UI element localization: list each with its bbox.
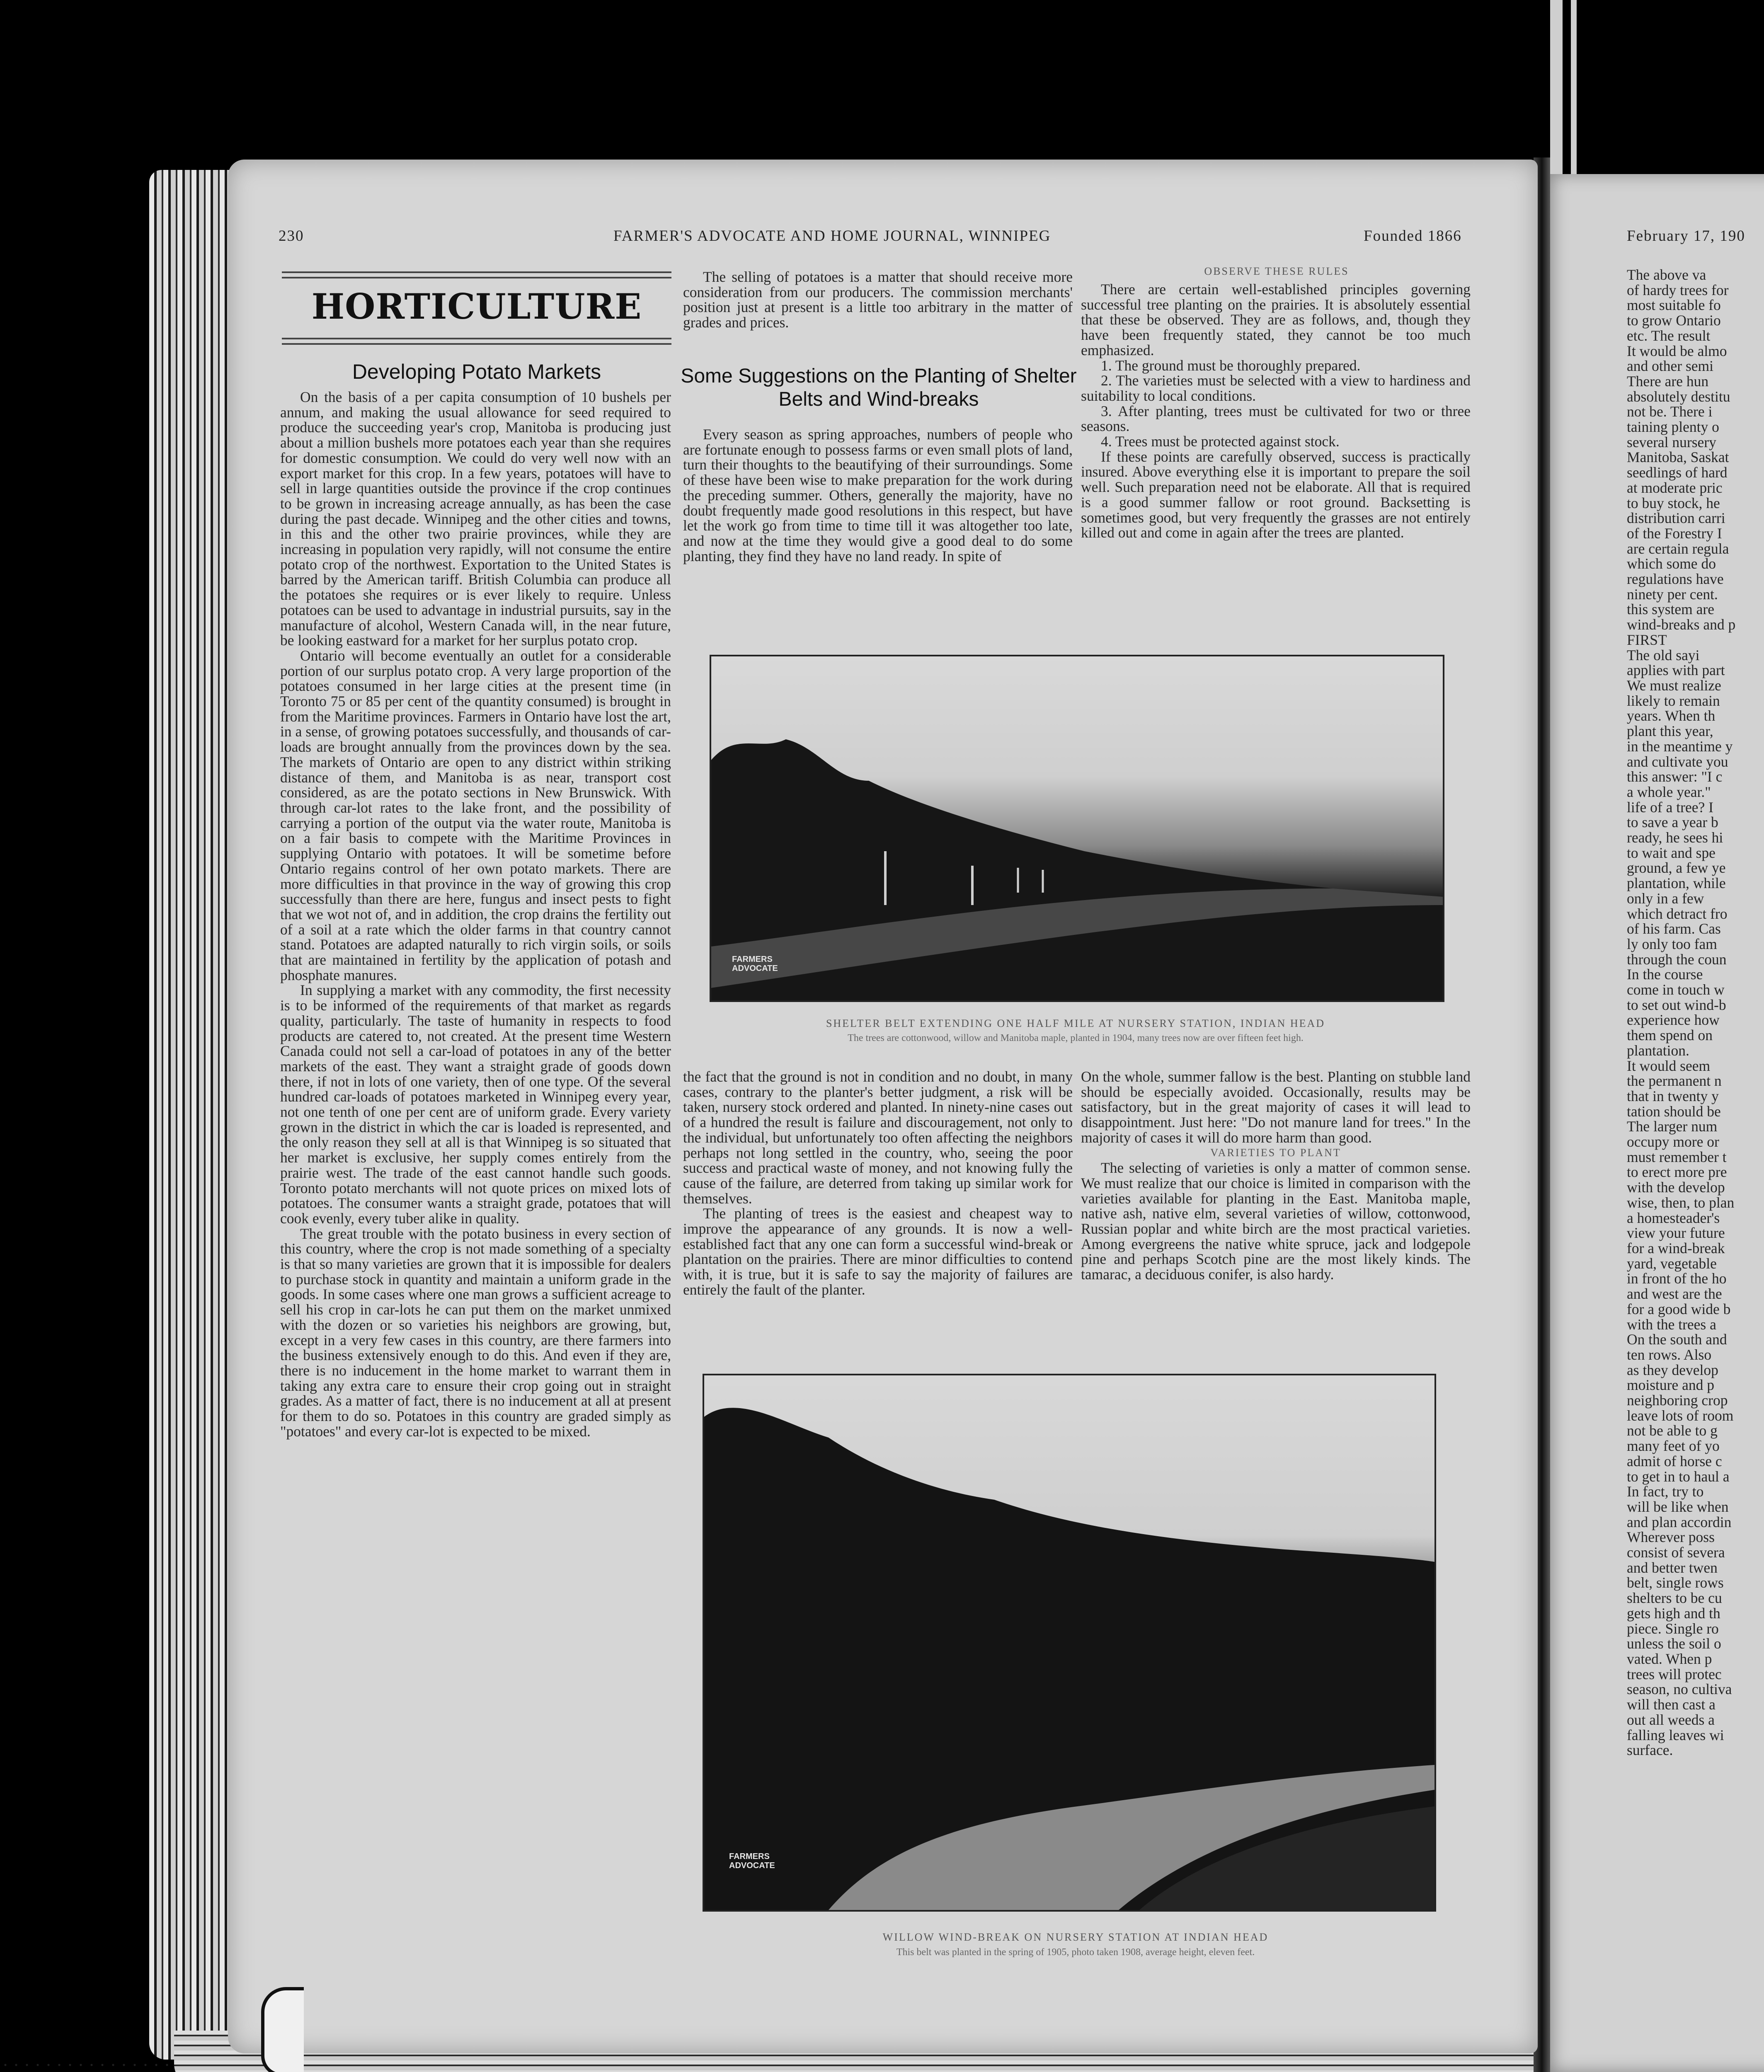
photo-caption-title: WILLOW WIND-BREAK ON NURSERY STATION AT INDIAN HEAD [882,1931,1269,1943]
rule-item: 4. Trees must be protected against stock. [1101,433,1340,450]
windbreak-image [704,1375,1434,1910]
facing-page-line: taining plenty o [1627,419,1719,436]
facing-page-line: etc. The result [1627,327,1711,344]
facing-page-line: gets high and th [1627,1605,1720,1622]
facing-page-line: unless the soil o [1627,1635,1721,1652]
heading-rule [282,338,671,339]
facing-page-line: The old sayi [1627,646,1700,663]
facing-page-line: for a good wide b [1627,1300,1731,1317]
facing-page-line: likely to remain [1627,692,1720,709]
facing-page-line: a whole year." [1627,783,1711,800]
photo-watermark: FARMERS ADVOCATE [729,1852,775,1870]
facing-page-line: which some do [1627,555,1716,572]
facing-page-line: to set out wind-b [1627,996,1726,1013]
facing-page-line: regulations have [1627,571,1724,588]
facing-page-line: The larger num [1627,1118,1718,1135]
facing-page-line: plantation, while [1627,875,1726,892]
facing-page-line: There are hun [1627,373,1709,390]
paragraph: If these points are carefully observed, success is practically insured. Above everything else it is important to prepare the soil well. Such preparation need not be elaborate. All that is required is a good summer fallow or root ground. Backsetting is sometimes good, but very frequently the grasses are not entirely killed out and come in again after the trees are planted. [1081,448,1471,541]
paragraph: On the whole, summer fallow is the best. Planting on stubble land should be especially avoided. Occasionally, results may be satisfactory, but in the great majority of cases it will lead to disappointment. Just here: "Do not manure land for trees." In the majority of cases it will do more harm than good. [1081,1069,1471,1146]
facing-page-text [1627,267,1764,1970]
facing-page-line: neighboring crop [1627,1392,1728,1409]
facing-page-line: In the course [1627,966,1703,983]
rule-item: 2. The varieties must be selected with a view to hardiness and suitability to local conditions. [1081,372,1471,404]
page-number: 230 [279,228,304,244]
facing-page-line: at moderate pric [1627,479,1723,496]
facing-page-line: and cultivate you [1627,753,1728,770]
heading-rule [282,277,671,278]
facing-page-line: in the meantime y [1627,738,1733,755]
facing-page-line: season, no cultiva [1627,1681,1732,1698]
facing-page-line: will then cast a [1627,1696,1716,1713]
page-edge-stack [149,170,232,2060]
article-column [280,390,671,1910]
article-title: Some Suggestions on the Planting of Shelter Belts and Wind-breaks [681,365,1077,410]
facing-page-line: only in a few [1627,890,1704,907]
facing-page-line: consist of severa [1627,1544,1725,1561]
facing-page-line: distribution carri [1627,510,1725,527]
photo-watermark: FARMERS ADVOCATE [732,955,778,973]
facing-page-line: trees will protec [1627,1665,1722,1682]
facing-page-line: tation should be [1627,1103,1721,1120]
photo-caption: The trees are cottonwood, willow and Manitoba maple, planted in 1904, many trees now are over fifteen feet high. [848,1033,1304,1043]
facing-page-line: ninety per cent. [1627,586,1718,603]
section-title: HORTICULTURE [311,286,642,327]
facing-page-line: must remember t [1627,1148,1727,1165]
facing-page-line: with the develop [1627,1179,1725,1196]
facing-page-line: piece. Single ro [1627,1620,1719,1637]
paragraph: The planting of trees is the easiest and cheapest way to improve the appearance of any grounds. It is now a well-established fact that any one can form a successful wind-break or plantation on the prairies. There are minor difficulties to contend with, it is true, but it is safe to say the majority of failures are entirely the fault of the planter. [683,1205,1073,1298]
facing-page-line: surface. [1627,1742,1673,1759]
paragraph: The great trouble with the potato business in every section of this country, where the crop is not made something of a specialty is that so many varieties are grown that it is impossible for dealers to purchase stock in quantity and maintain a uniform grade in the goods. In some cases where one man grows a sufficient acreage to sell his crop in car-lots he can put them on the market unmixed with the dozen or so varieties his neighbors are growing, but, except in a very few cases in this country, are there farmers into the business extensively enough to do this. And even if they are, there is no inducement in the home market to warrant them in taking any extra care to ensure their crop going out in straight grades. As a matter of fact, there is no inducement at all at present for them to do so. Potatoes in this country are graded simply as "potatoes" and every car-lot is expected to be mixed. [280,1225,671,1440]
facing-page-line: that in twenty y [1627,1087,1719,1104]
facing-page-line: It would be almo [1627,342,1727,359]
facing-page-line: with the trees a [1627,1316,1716,1333]
subheading: VARIETIES TO PLANT [1210,1146,1341,1159]
facing-page-line: and better twen [1627,1559,1718,1576]
article-column [683,269,1073,330]
facing-page-line: ten rows. Also [1627,1346,1712,1363]
facing-page-line: many feet of yo [1627,1438,1720,1455]
shelter-belt-image [711,656,1443,1000]
facing-page-line: to erect more pre [1627,1164,1727,1181]
paragraph: The selecting of varieties is only a matter of common sense. We must realize that our choice is limited in comparison with the varieties available for planting in the East. Manitoba maple, native ash, native elm, several varieties of willow, cottonwood, Russian poplar and white birch are the most practical varieties. Among evergreens the native white spruce, jack and lodgepole pine and perhaps Scotch pine are the most likely kinds. The tamarac, a deciduous conifer, is also hardy. [1081,1159,1471,1283]
facing-page-line: absolutely destitu [1627,388,1730,405]
facing-page-line: In fact, try to [1627,1483,1704,1500]
facing-page-line: seedlings of hard [1627,464,1728,481]
paragraph: The selling of potatoes is a matter that should receive more consideration from our producers. The commission merchants' position just at present is a little too arbitrary in the matter of grades and prices. [683,269,1073,331]
article-column [1081,282,1471,622]
facing-page-line: to get in to haul a [1627,1468,1730,1485]
facing-page-line: ready, he sees hi [1627,829,1723,846]
facing-page-line: most suitable fo [1627,297,1721,314]
facing-page-line: plantation. [1627,1042,1689,1059]
article-column [1081,1069,1471,1368]
facing-page-line: FIRST [1627,631,1667,648]
facing-page-line: in front of the ho [1627,1270,1727,1287]
facing-page-line: to save a year b [1627,814,1718,831]
facing-page-line: to wait and spe [1627,844,1716,861]
facing-page-line: applies with part [1627,662,1725,679]
facing-page-line: yard, vegetable [1627,1255,1717,1272]
facing-page-line: The above va [1627,267,1706,283]
facing-page-line: shelters to be cu [1627,1590,1722,1607]
founded-note: Founded 1866 [1364,228,1462,244]
facing-page-line: ground, a few ye [1627,859,1726,876]
facing-page-line: moisture and p [1627,1377,1714,1394]
facing-page-line: view your future [1627,1225,1725,1242]
facing-page-line: We must realize [1627,677,1721,694]
running-header: FARMER'S ADVOCATE AND HOME JOURNAL, WINNIPEG [613,228,1051,244]
paragraph: Ontario will become eventually an outlet for a considerable portion of our surplus potato crop. A very large proportion of the potatoes consumed in her large cities at the present time (in Toronto 75 or 85 per cent of the quantity consumed) is brought in from the Maritime provinces. Farmers in Ontario have lost the art, in a sense, of growing potatoes successfully, and thousands of car-loads are brought annually from the provinces down by the sea. The markets of Ontario are open to any district within striking distance of them, and Manitoba is as near, transport cost considered, as are the potato sections in New Brunswick. With through car-lot rates to the lake front, and the possibility of carrying a portion of the output via the water route, Manitoba is on a fair basis to compete with the Maritime Provinces in supplying Ontario with potatoes. It will be sometime before Ontario regains control of her own potato markets. There are more difficulties in that province in the way of growing this crop successfully than there are here, fungus and insect pests to fight that we wot not of, and in addition, the crop drains the fertility out of a soil at a rate which the older farms in that country cannot stand. Potatoes are adapted naturally to rich virgin soils, or soils that are maintained in fertility by the application of potash and phosphate manures. [280,647,671,983]
facing-page-line: through the coun [1627,951,1727,968]
facing-page-line: a homesteader's [1627,1209,1720,1226]
article-column [683,1069,1073,1368]
subheading: OBSERVE THESE RULES [1204,265,1349,277]
paragraph: the fact that the ground is not in condition and no doubt, in many cases, contrary to the planter's better judgment, a risk will be taken, nursery stock ordered and planted. In ninety-nine cases out of a hundred the result is failure and discouragement, not only to the individual, but unfortunately too often affecting the neighbors perhaps not long settled in the country, who, seeing the poor success and practical waste of money, and not knowing fully the cause of the failure, are deterred from taking up similar work for themselves. [683,1069,1073,1207]
article-column [683,427,1073,671]
facing-page-line: this system are [1627,601,1714,618]
paragraph: On the basis of a per capita consumption of 10 bushels per annum, and making the usual allowance for seed required to produce the succeeding year's crop, Manitoba is producing just about a million bushels more potatoes each year than she requires for domestic consumption. We could do very well now with an export market for this crop. In a few years, potatoes will have to sell in large quantities outside the province if the crop continues to be grown in increasing acreage annually, as has been the case during the past decade. Winnipeg and the other cities and towns, in this and the other two prairie provinces, while they are increasing in population very rapidly, will not consume the entire potato crop of the northwest. Exportation to the United States is barred by the American tariff. British Columbia can produce all the potatoes she requires or is ever likely to require. Unless potatoes can be used to advantage in industrial pursuits, say in the manufacture of alcohol, Western Canada will, in the near future, be looking eastward for a market for her surplus potato crop. [280,390,671,649]
facing-page-line: years. When th [1627,707,1716,724]
shelter-belt-photo [710,655,1444,1002]
facing-page-line: not be able to g [1627,1422,1718,1439]
facing-page-line: belt, single rows [1627,1574,1724,1591]
facing-page-line: falling leaves wi [1627,1726,1724,1743]
top-film-strip [1550,0,1563,174]
facing-page-line: occupy more or [1627,1133,1719,1150]
facing-page-line: this answer: "I c [1627,768,1723,785]
facing-page-line: and plan accordin [1627,1513,1732,1530]
heading-rule [282,271,671,273]
facing-page-line: of hardy trees for [1627,281,1729,298]
facing-page-line: admit of horse c [1627,1452,1722,1469]
facing-page-line: which detract fro [1627,905,1728,922]
facing-page-line: experience how [1627,1012,1720,1029]
willow-windbreak-photo [703,1374,1436,1912]
facing-page-line: vated. When p [1627,1650,1712,1667]
heading-rule [282,343,671,345]
facing-page-line: On the south and [1627,1331,1727,1348]
paragraph: In supplying a market with any commodity, the first necessity is to be informed of the requirements of that market as regards quality, particularly. The taste of humanity in respects to food products are catered to, not created. At the present time Western Canada could not sell a car-load of potatoes in any of the better markets of the east. They want a straight grade of goods down there, if not in lots of one variety, then of one type. Of the several hundred car-loads of potatoes marketed in Winnipeg every year, not one tenth of one per cent are of uniform grade. Every variety grown in the district in which the car is loaded is represented, and the only reason they sell at all is that Winnipeg is so situated that her market is exclusive, her supply comes entirely from the prairie west. The trade of the east cannot handle such goods. Toronto potato merchants will not quote prices on mixed lots of potatoes. The consumer wants a straight grade, potatoes that will cook evenly, every tuber alike in quality. [280,982,671,1227]
facing-page-line: and other semi [1627,358,1713,375]
facing-page-line: out all weeds a [1627,1711,1715,1728]
facing-page-line: come in touch w [1627,981,1725,998]
next-page-date: February 17, 190 [1627,228,1745,244]
rule-item: 1. The ground must be thoroughly prepared. [1101,357,1361,374]
facing-page-line: leave lots of room [1627,1407,1734,1424]
facing-page-line: of his farm. Cas [1627,920,1721,937]
facing-page-line: wise, then, to plan [1627,1194,1735,1211]
facing-page-line: wind-breaks and p [1627,616,1736,633]
facing-page-line: as they develop [1627,1361,1718,1378]
facing-page-line: It would seem [1627,1057,1711,1074]
facing-page-line: to buy stock, he [1627,494,1720,511]
facing-page-line: Wherever poss [1627,1529,1715,1546]
facing-page-line: will be like when [1627,1498,1729,1515]
facing-page-line: life of a tree? I [1627,799,1713,816]
paragraph: Every season as spring approaches, numbers of people who are fortunate enough to possess farms or even small plots of land, turn their thoughts to the beautifying of their surroundings. Some of these have been wise to make preparation for the work during the preceding summer. Others, generally the majority, have no doubt frequently made good resolutions in this respect, but have let the work go from time to time till it was altogether too late, and now at the time they would give a good deal to do some planting, they find they have no land ready. In spite of [683,427,1073,564]
paragraph: There are certain well-established principles governing successful tree planting on the prairies. It is absolutely essential that these be observed. They are as follows, and, though they have been frequently stated, they cannot be too much emphasized. [1081,282,1471,358]
facing-page-line: for a wind-break [1627,1240,1725,1256]
rule-item: 3. After planting, trees must be cultivated for two or three seasons. [1081,402,1471,435]
top-film-strip [1571,0,1577,174]
facing-page-line: Manitoba, Saskat [1627,449,1729,466]
facing-page-line: are certain regula [1627,540,1729,557]
facing-page-line: to grow Ontario [1627,312,1721,329]
facing-page-line: of the Forestry I [1627,525,1722,542]
photo-caption: This belt was planted in the spring of 1905, photo taken 1908, average height, eleven feet. [896,1947,1255,1958]
facing-page-line: and west are the [1627,1285,1722,1302]
article-title: Developing Potato Markets [352,360,601,383]
facing-page-line: plant this year, [1627,723,1713,740]
facing-page-line: several nursery [1627,433,1716,450]
photo-caption-title: SHELTER BELT EXTENDING ONE HALF MILE AT NURSERY STATION, INDIAN HEAD [826,1017,1325,1029]
facing-page-line: them spend on [1627,1027,1713,1044]
facing-page-line: ly only too fam [1627,935,1717,952]
page-tab [261,1987,304,2072]
facing-page-line: the permanent n [1627,1072,1722,1089]
facing-page-line: not be. There i [1627,403,1713,420]
